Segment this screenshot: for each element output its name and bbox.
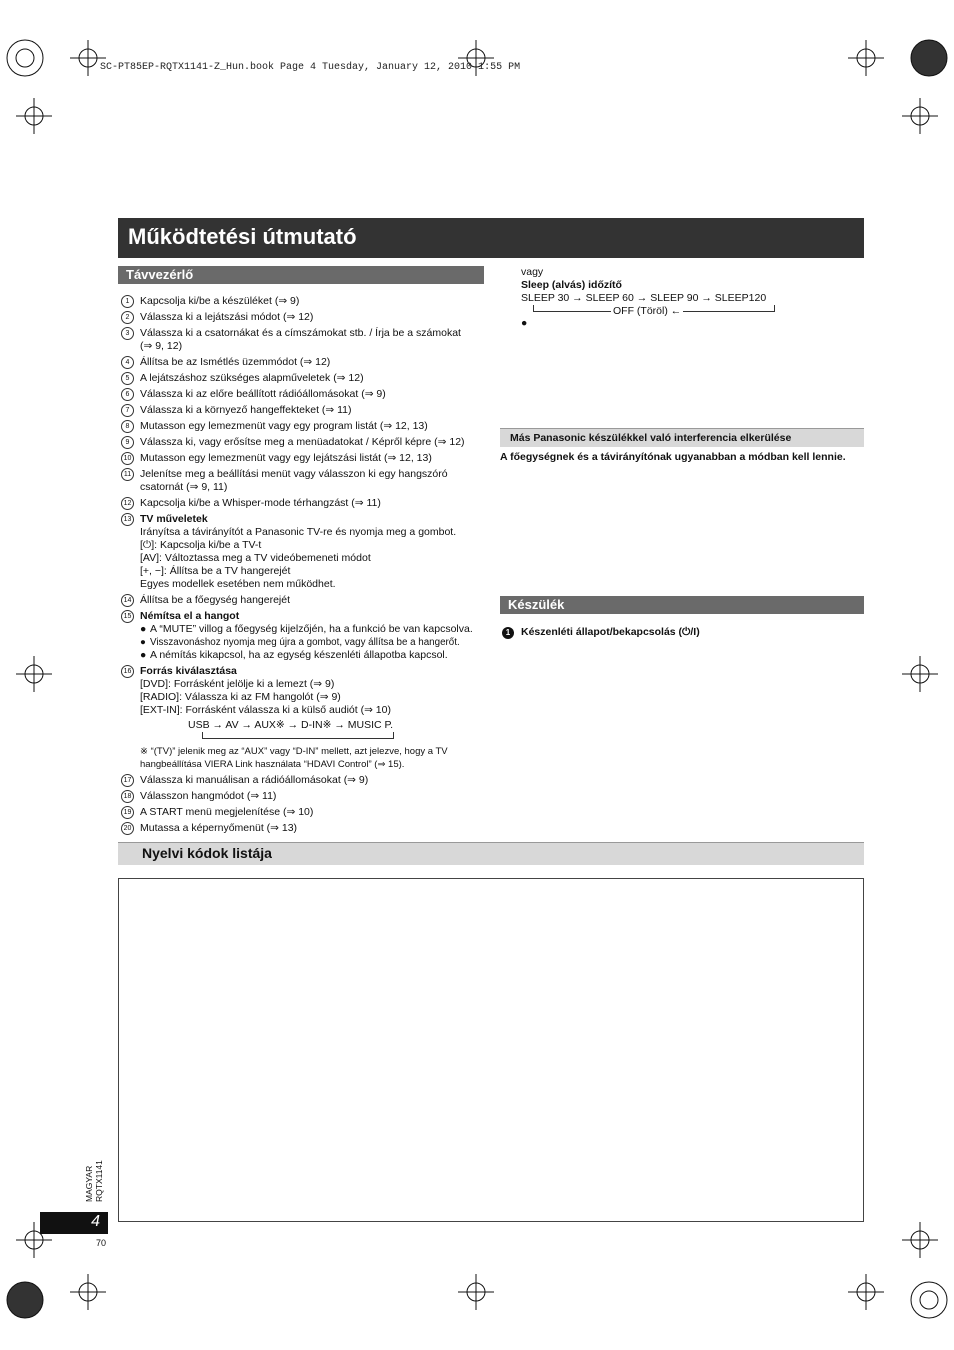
text-line: hangbeállítása VIERA Link használata “HDAVI Control” (⇒ 15). [140,759,405,770]
item-text: Válassza ki a lejátszási módot (⇒ 12) [140,311,314,323]
text-line: [RADIO]: Válassza ki az FM hangolót (⇒ 9) [140,691,341,703]
item-text: csatornát (⇒ 9, 11) [140,481,228,493]
list-item: 1 Készenléti állapot/bekapcsolás (⏻/I) [502,626,864,639]
language-codes-table [118,878,864,1222]
text-line: [DVD]: Forrásként jelölje ki a lemezt (⇒ 9) [140,678,335,690]
side-label-language: MAGYAR RQTX1141 [84,1160,104,1202]
item-number: 7 [121,404,134,417]
list-item [121,822,486,835]
list-item [121,311,486,324]
language-codes-heading: Nyelvi kódok listája [118,842,864,865]
list-item [121,327,486,353]
mute-section: 15 Némítsa el a hangot ● A “MUTE” villog a főegység kijelzőjén, ha a funkció be van kapcsolva. ● Visszavonáshoz nyomja meg újra a gombot, vagy állítsa be a hangerőt. ● A némítás kikapcsol, ha az egység készenléti állapotba kapcsol. [121,610,486,662]
source-section: 16 Forrás kiválasztása [DVD]: Forrásként jelölje ki a lemezt (⇒ 9) [RADIO]: Válassza ki az FM hangolót (⇒ 9) [EXT-IN]: Forrásként válassza ki a külső audiót (⇒ 10) USB → AV → AUX※ → D-IN※ → MUSIC P. ※ “(TV)” jelenik meg az “AUX” vagy “D-IN” mellett, azt jelezve, hogy a TV hangbeállítása VIERA Link használata “HDAVI Control” (⇒ 15). [121,665,486,771]
list-item [121,404,486,417]
list-item [121,420,486,433]
sleep-flow-loop: OFF (Töröl) ← [521,305,864,317]
item-number: 6 [121,388,134,401]
item-number: 9 [121,436,134,449]
bullet-icon: ● [140,637,146,648]
item-text: Mutasson egy lemezmenüt vagy egy program listát (⇒ 12, 13) [140,420,428,432]
item-text: Kapcsolja ki/be a készüléket (⇒ 9) [140,295,300,307]
bullet-text: Visszavonáshoz nyomja meg újra a gombot, vagy állítsa be a hangerőt. [150,637,460,648]
vagy-text: vagy [521,266,544,278]
remote-section-heading: Távvezérlő [118,266,484,284]
item-text: Kapcsolja ki/be a Whisper-mode térhangzást (⇒ 11) [140,497,381,509]
item-text: Válassza ki a csatornákat és a címszámokat stb. / Írja be a számokat [140,327,461,339]
item-text: Mutasson egy lemezmenüt vagy egy lejátszási listát (⇒ 12, 13) [140,452,432,464]
text-line: Irányítsa a távirányítót a Panasonic TV-re és nyomja meg a gombot. [140,526,457,538]
list-item [121,372,486,385]
list-item [121,806,486,819]
item-text: A lejátszáshoz szükséges alapműveletek (⇒ 12) [140,372,364,384]
text-line: [EXT-IN]: Forrásként válassza ki a külső audiót (⇒ 10) [140,704,391,716]
page-title-bar [118,218,864,258]
item-number: 17 [121,774,134,787]
item-number: 18 [121,790,134,803]
list-item [121,452,486,465]
page-number-box [40,1212,108,1234]
text-line: [AV]: Változtassa meg a TV videóbemeneti módot [140,552,371,564]
list-item [121,774,486,787]
book-header-line: SC-PT85EP-RQTX1141-Z_Hun.book Page 4 Tuesday, January 12, 2010 1:55 PM [100,62,521,73]
page-number: 4 [91,1213,100,1230]
text-line: ※ “(TV)” jelenik meg az “AUX” vagy “D-IN” mellett, azt jelezve, hogy a TV [140,746,448,757]
list-item [121,497,486,510]
item-number: 1 [121,295,134,308]
list-item [121,790,486,803]
item-text: (⇒ 9, 12) [140,340,183,352]
source-flow: USB → AV → AUX※ → D-IN※ → MUSIC P. [188,719,394,731]
remote-items-right [502,266,864,329]
item-text: A START menü megjelenítése (⇒ 10) [140,806,314,818]
bullet-icon: ● [140,623,147,635]
bullet-icon: ● [140,649,147,661]
bullet-item [140,623,486,636]
item-text: Válassza ki manuálisan a rádióállomásokat (⇒ 9) [140,774,369,786]
text-line: [⏻]: Kapcsolja ki/be a TV-t [140,539,262,551]
bullet-item [140,636,486,649]
text-line: [+, −]: Állítsa be a TV hangerejét [140,565,291,577]
list-item [121,436,486,449]
item-number: 2 [121,311,134,324]
text-line: Egyes modellek esetében nem működhet. [140,578,336,590]
list-item [121,468,486,494]
item-number: 19 [121,806,134,819]
item-text: Válassza ki a környező hangeffekteket (⇒ 11) [140,404,352,416]
bullet-text: A némítás kikapcsol, ha az egység készenléti állapotba kapcsol. [150,649,448,661]
item-text: Válassza ki, vagy erősítse meg a menüadatokat / Képről képre (⇒ 12) [140,436,465,448]
list-item: 14 Állítsa be a főegység hangerejét [121,594,486,607]
item-number: 5 [121,372,134,385]
remote-items-left [121,295,486,838]
item-number: 20 [121,822,134,835]
item-text: Válassza ki az előre beállított rádióállomásokat (⇒ 9) [140,388,386,400]
item-number: 10 [121,452,134,465]
list-item [121,295,486,308]
tv-operations: 13 TV műveletek Irányítsa a távirányítót a Panasonic TV-re és nyomja meg a gombot. [⏻]: Kapcsolja ki/be a TV-t [AV]: Változtassa meg a TV videóbemeneti módot [+, −]: Állítsa be a TV hangerejét Egyes modellek esetében nem működhet. [121,513,486,591]
item-number: 11 [121,468,134,481]
list-item [121,388,486,401]
page-title: Működtetési útmutató [128,224,357,249]
item-number: 12 [121,497,134,510]
item-number: 8 [121,420,134,433]
bottom-page-number: 70 [96,1238,107,1248]
interference-heading: Más Panasonic készülékkel való interferencia elkerülése [500,428,864,447]
bullet-item [140,649,486,662]
source-flow-loop [202,732,394,739]
bullet-text: A “MUTE” villog a főegység kijelzőjén, ha a funkció be van kapcsolva. [150,623,473,635]
item-number: 3 [121,327,134,340]
item-text: Állítsa be az Ismétlés üzemmódot (⇒ 12) [140,356,331,368]
unit-section-heading: Készülék [500,596,864,614]
item-number: 4 [121,356,134,369]
list-item [121,356,486,369]
interference-text: A főegységnek és a távirányítónak ugyanabban a módban kell lennie. [500,451,846,463]
item-text: Jelenítse meg a beállítási menüt vagy válasszon ki egy hangszóró [140,468,448,480]
item-text: Mutassa a képernyőmenüt (⇒ 13) [140,822,298,834]
item-text: Válasszon hangmódot (⇒ 11) [140,790,277,802]
sleep-timer: Sleep (alvás) időzítő SLEEP 30 → SLEEP 60 → SLEEP 90 → SLEEP120 OFF (Töröl) ← ● [502,279,864,317]
unit-items [502,626,864,644]
sleep-flow: SLEEP 30 → SLEEP 60 → SLEEP 90 → SLEEP120 [521,292,767,304]
